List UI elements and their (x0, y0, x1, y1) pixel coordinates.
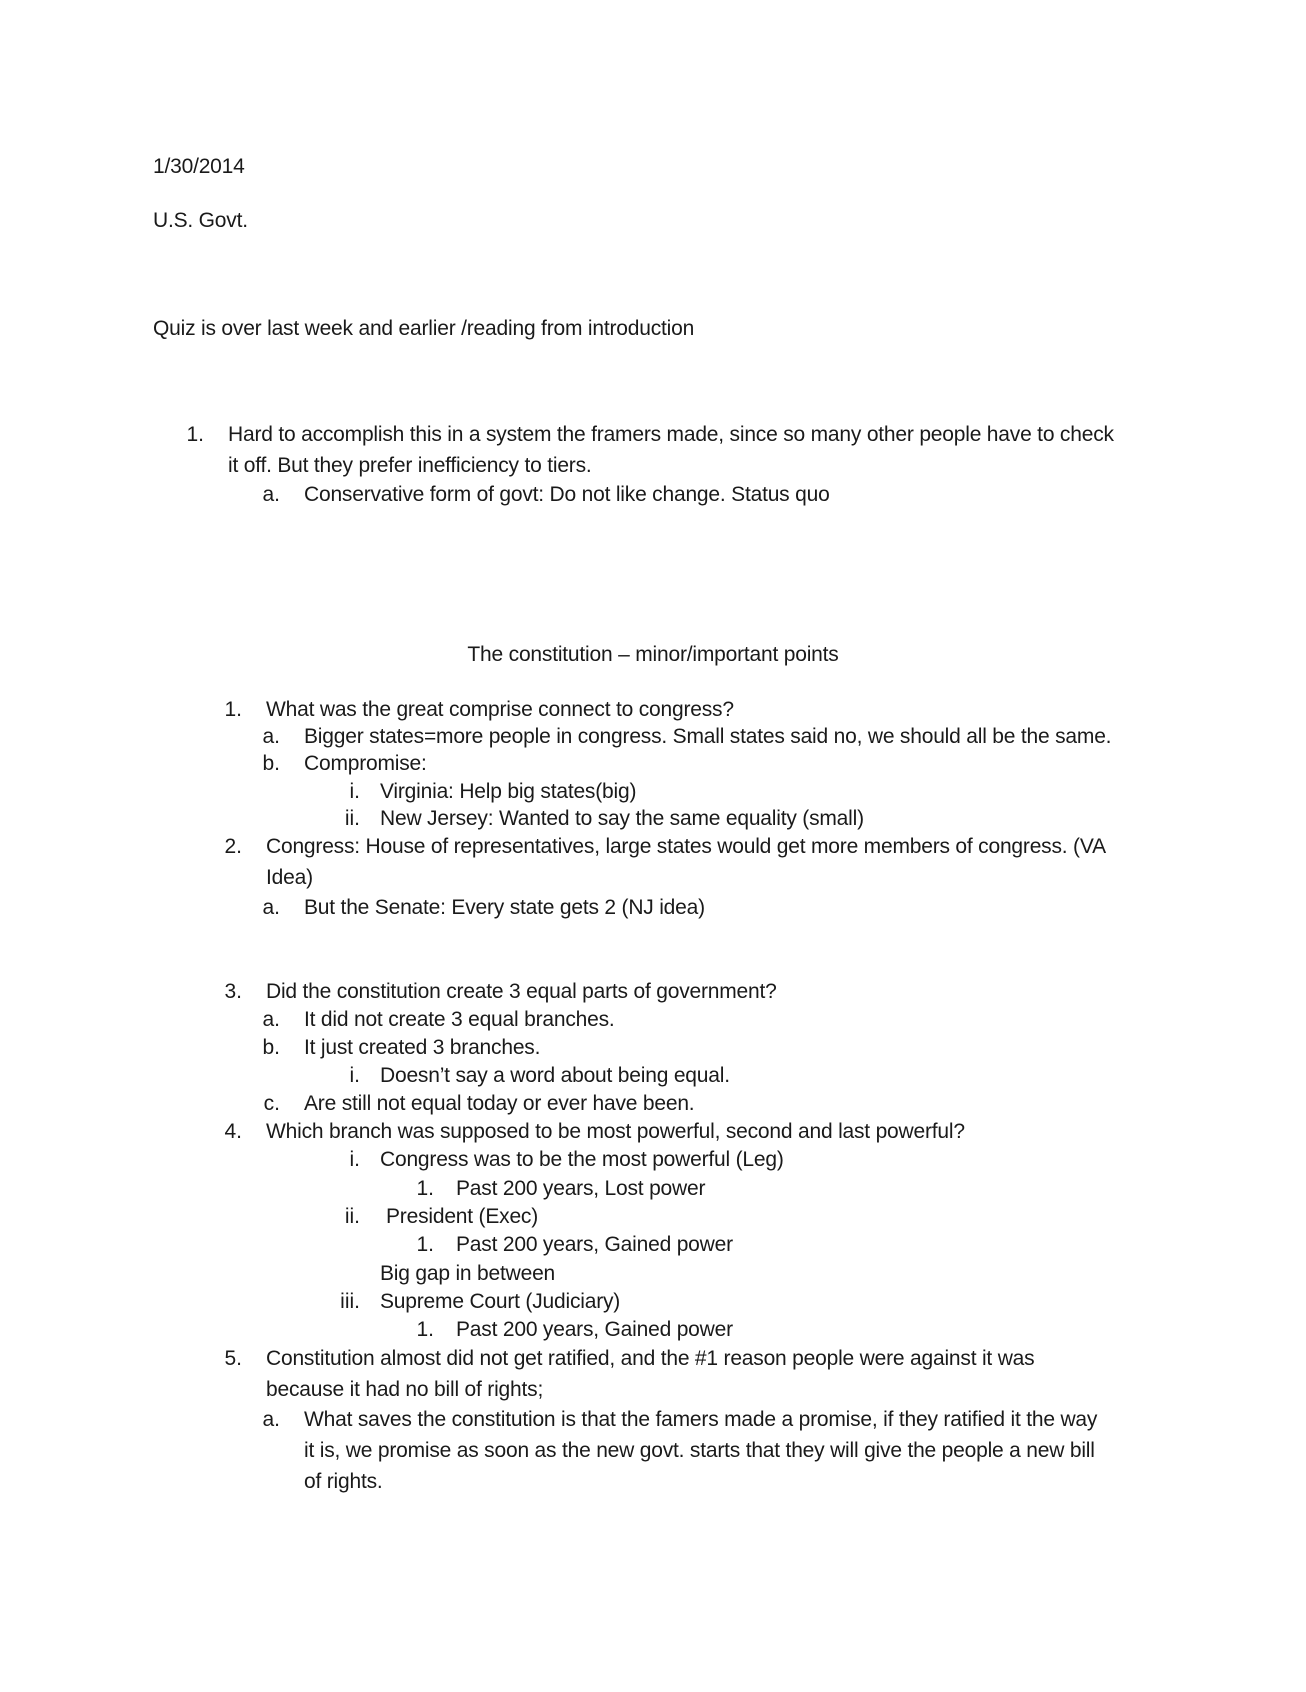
quiz-note: Quiz is over last week and earlier /reading from introduction (153, 317, 695, 340)
list-item-text: Congress: House of representatives, large states would get more members of congress. (VA (266, 835, 1106, 858)
list-item-text: Past 200 years, Gained power (456, 1318, 733, 1341)
list-marker: 4. (224, 1120, 242, 1143)
list-marker: b. (262, 752, 280, 775)
list-marker: i. (349, 1064, 360, 1087)
list-marker: 1. (416, 1318, 434, 1341)
list-item-text: it off. But they prefer inefficiency to tiers. (228, 454, 592, 477)
date-text: 1/30/2014 (153, 155, 245, 178)
list-item-text: of rights. (304, 1470, 383, 1493)
list-item-text: Past 200 years, Gained power (456, 1233, 733, 1256)
list-marker: ii. (344, 1205, 360, 1228)
list-marker: c. (263, 1092, 280, 1115)
list-marker: 1. (416, 1177, 434, 1200)
list-item-text: What was the great comprise connect to congress? (266, 698, 734, 721)
list-marker: i. (349, 1148, 360, 1171)
list-marker: ii. (344, 807, 360, 830)
list-marker: iii. (340, 1290, 360, 1313)
list-item-text: Hard to accomplish this in a system the framers made, since so many other people have to check (228, 423, 1114, 446)
list-item-text: Bigger states=more people in congress. Small states said no, we should all be the same. (304, 725, 1112, 748)
list-item-text: Are still not equal today or ever have been. (304, 1092, 695, 1115)
list-item-text: It just created 3 branches. (304, 1036, 541, 1059)
list-marker: i. (349, 780, 360, 803)
list-marker: a. (262, 1408, 280, 1431)
list-marker: 5. (224, 1347, 242, 1370)
list-item-text: Constitution almost did not get ratified, and the #1 reason people were against it was (266, 1347, 1035, 1370)
list-item-text: Compromise: (304, 752, 427, 775)
list-item-text: It did not create 3 equal branches. (304, 1008, 615, 1031)
list-item-text: President (Exec) (386, 1205, 539, 1228)
list-item-text: What saves the constitution is that the famers made a promise, if they ratified it the way (304, 1408, 1098, 1431)
list-item-text: New Jersey: Wanted to say the same equality (small) (380, 807, 864, 830)
list-item-text: Conservative form of govt: Do not like change. Status quo (304, 483, 830, 506)
list-marker: b. (262, 1036, 280, 1059)
list-item-text: Congress was to be the most powerful (Leg) (380, 1148, 784, 1171)
list-marker: 2. (224, 835, 242, 858)
list-item-text: Doesn’t say a word about being equal. (380, 1064, 730, 1087)
list-marker: a. (262, 725, 280, 748)
list-item-text: But the Senate: Every state gets 2 (NJ idea) (304, 896, 705, 919)
list-item-text: Idea) (266, 866, 313, 889)
list-marker: 1. (224, 698, 242, 721)
list-marker: a. (262, 896, 280, 919)
list-marker: 1. (416, 1233, 434, 1256)
list-item-text: Did the constitution create 3 equal parts of government? (266, 980, 777, 1003)
list-item-text: Virginia: Help big states(big) (380, 780, 637, 803)
list-marker: 3. (224, 980, 242, 1003)
list-marker: a. (262, 1008, 280, 1031)
list-marker: 1. (186, 423, 204, 446)
course-title: U.S. Govt. (153, 209, 248, 232)
list-item-text: it is, we promise as soon as the new govt. starts that they will give the people a new bill (304, 1439, 1095, 1462)
list-item-text: Which branch was supposed to be most powerful, second and last powerful? (266, 1120, 965, 1143)
list-item-text: Supreme Court (Judiciary) (380, 1290, 621, 1313)
section-title: The constitution – minor/important points (467, 643, 839, 666)
list-marker: a. (262, 483, 280, 506)
list-item-note: Big gap in between (380, 1262, 556, 1285)
list-item-text: because it had no bill of rights; (266, 1378, 544, 1401)
list-item-text: Past 200 years, Lost power (456, 1177, 706, 1200)
